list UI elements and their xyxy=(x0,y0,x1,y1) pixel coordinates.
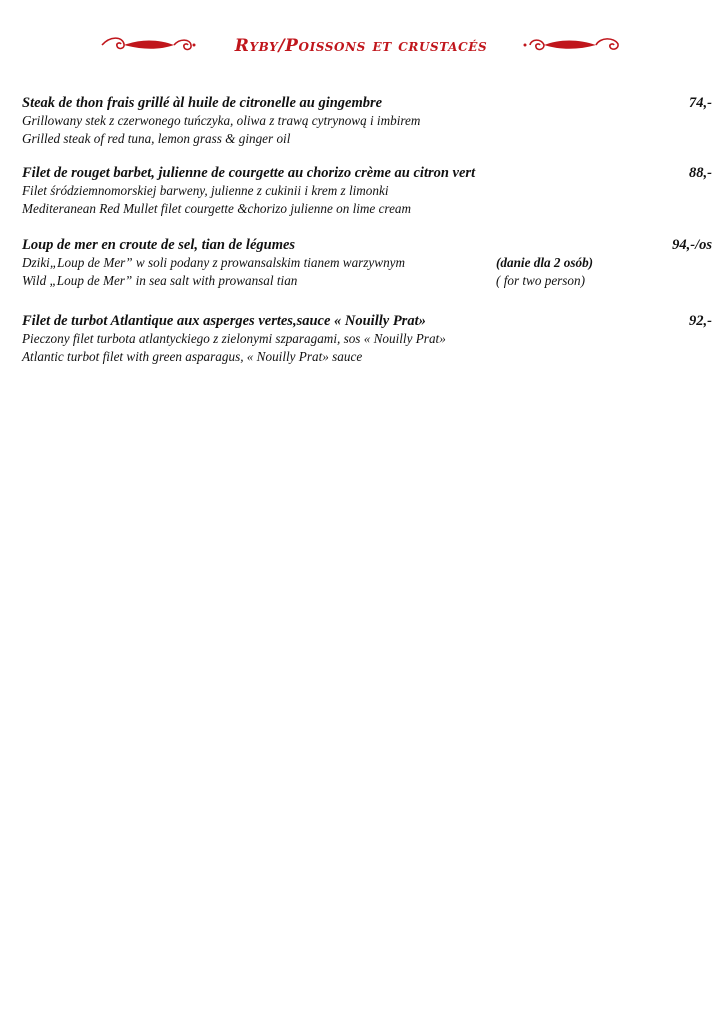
dish-name: Loup de mer en croute de sel, tian de légumes xyxy=(22,237,296,253)
serving-note-polish: (danie dla 2 osób) xyxy=(496,255,594,270)
dish-item xyxy=(22,94,712,148)
section-title: Ryby/Poissons et crustacés xyxy=(234,36,488,56)
dish-item xyxy=(22,236,712,290)
dish-description-polish: Dziki„Loup de Mer” w soli podany z prowansalskim tianem warzywnym xyxy=(22,255,406,270)
scroll-ornament-icon xyxy=(522,34,622,61)
dish-price: 74,- xyxy=(689,95,712,111)
dish-price: 94,-/os xyxy=(672,237,712,253)
dish-description-polish: Grillowany stek z czerwonego tuńczyka, oliwa z trawą cytrynową i imbirem xyxy=(22,113,421,128)
dish-description-english: Atlantic turbot filet with green asparagus, « Nouilly Prat» sauce xyxy=(22,349,363,364)
dish-description-polish: Pieczony filet turbota atlantyckiego z zielonymi szparagami, sos « Nouilly Prat» xyxy=(22,331,446,346)
dish-name: Filet de turbot Atlantique aux asperges vertes,sauce « Nouilly Prat» xyxy=(22,313,426,329)
dish-item xyxy=(22,312,712,366)
dish-price: 88,- xyxy=(689,165,712,181)
dish-name: Filet de rouget barbet, julienne de courgette au chorizo crème au citron vert xyxy=(22,165,476,181)
dish-item xyxy=(22,164,712,218)
dish-description-english: Grilled steak of red tuna, lemon grass & ginger oil xyxy=(22,131,291,146)
dish-description-polish: Filet śródziemnomorskiej barweny, julienne z cukinii i krem z limonki xyxy=(22,183,389,198)
dish-description-english: Wild „Loup de Mer” in sea salt with prowansal tian xyxy=(22,273,298,288)
dish-price: 92,- xyxy=(689,313,712,329)
dish-name: Steak de thon frais grillé àl huile de citronelle au gingembre xyxy=(22,95,383,111)
dish-description-english: Mediteranean Red Mullet filet courgette &chorizo julienne on lime cream xyxy=(22,201,412,216)
section-header xyxy=(0,30,724,64)
serving-note-english: ( for two person) xyxy=(496,273,586,288)
scroll-ornament-icon xyxy=(100,34,196,61)
